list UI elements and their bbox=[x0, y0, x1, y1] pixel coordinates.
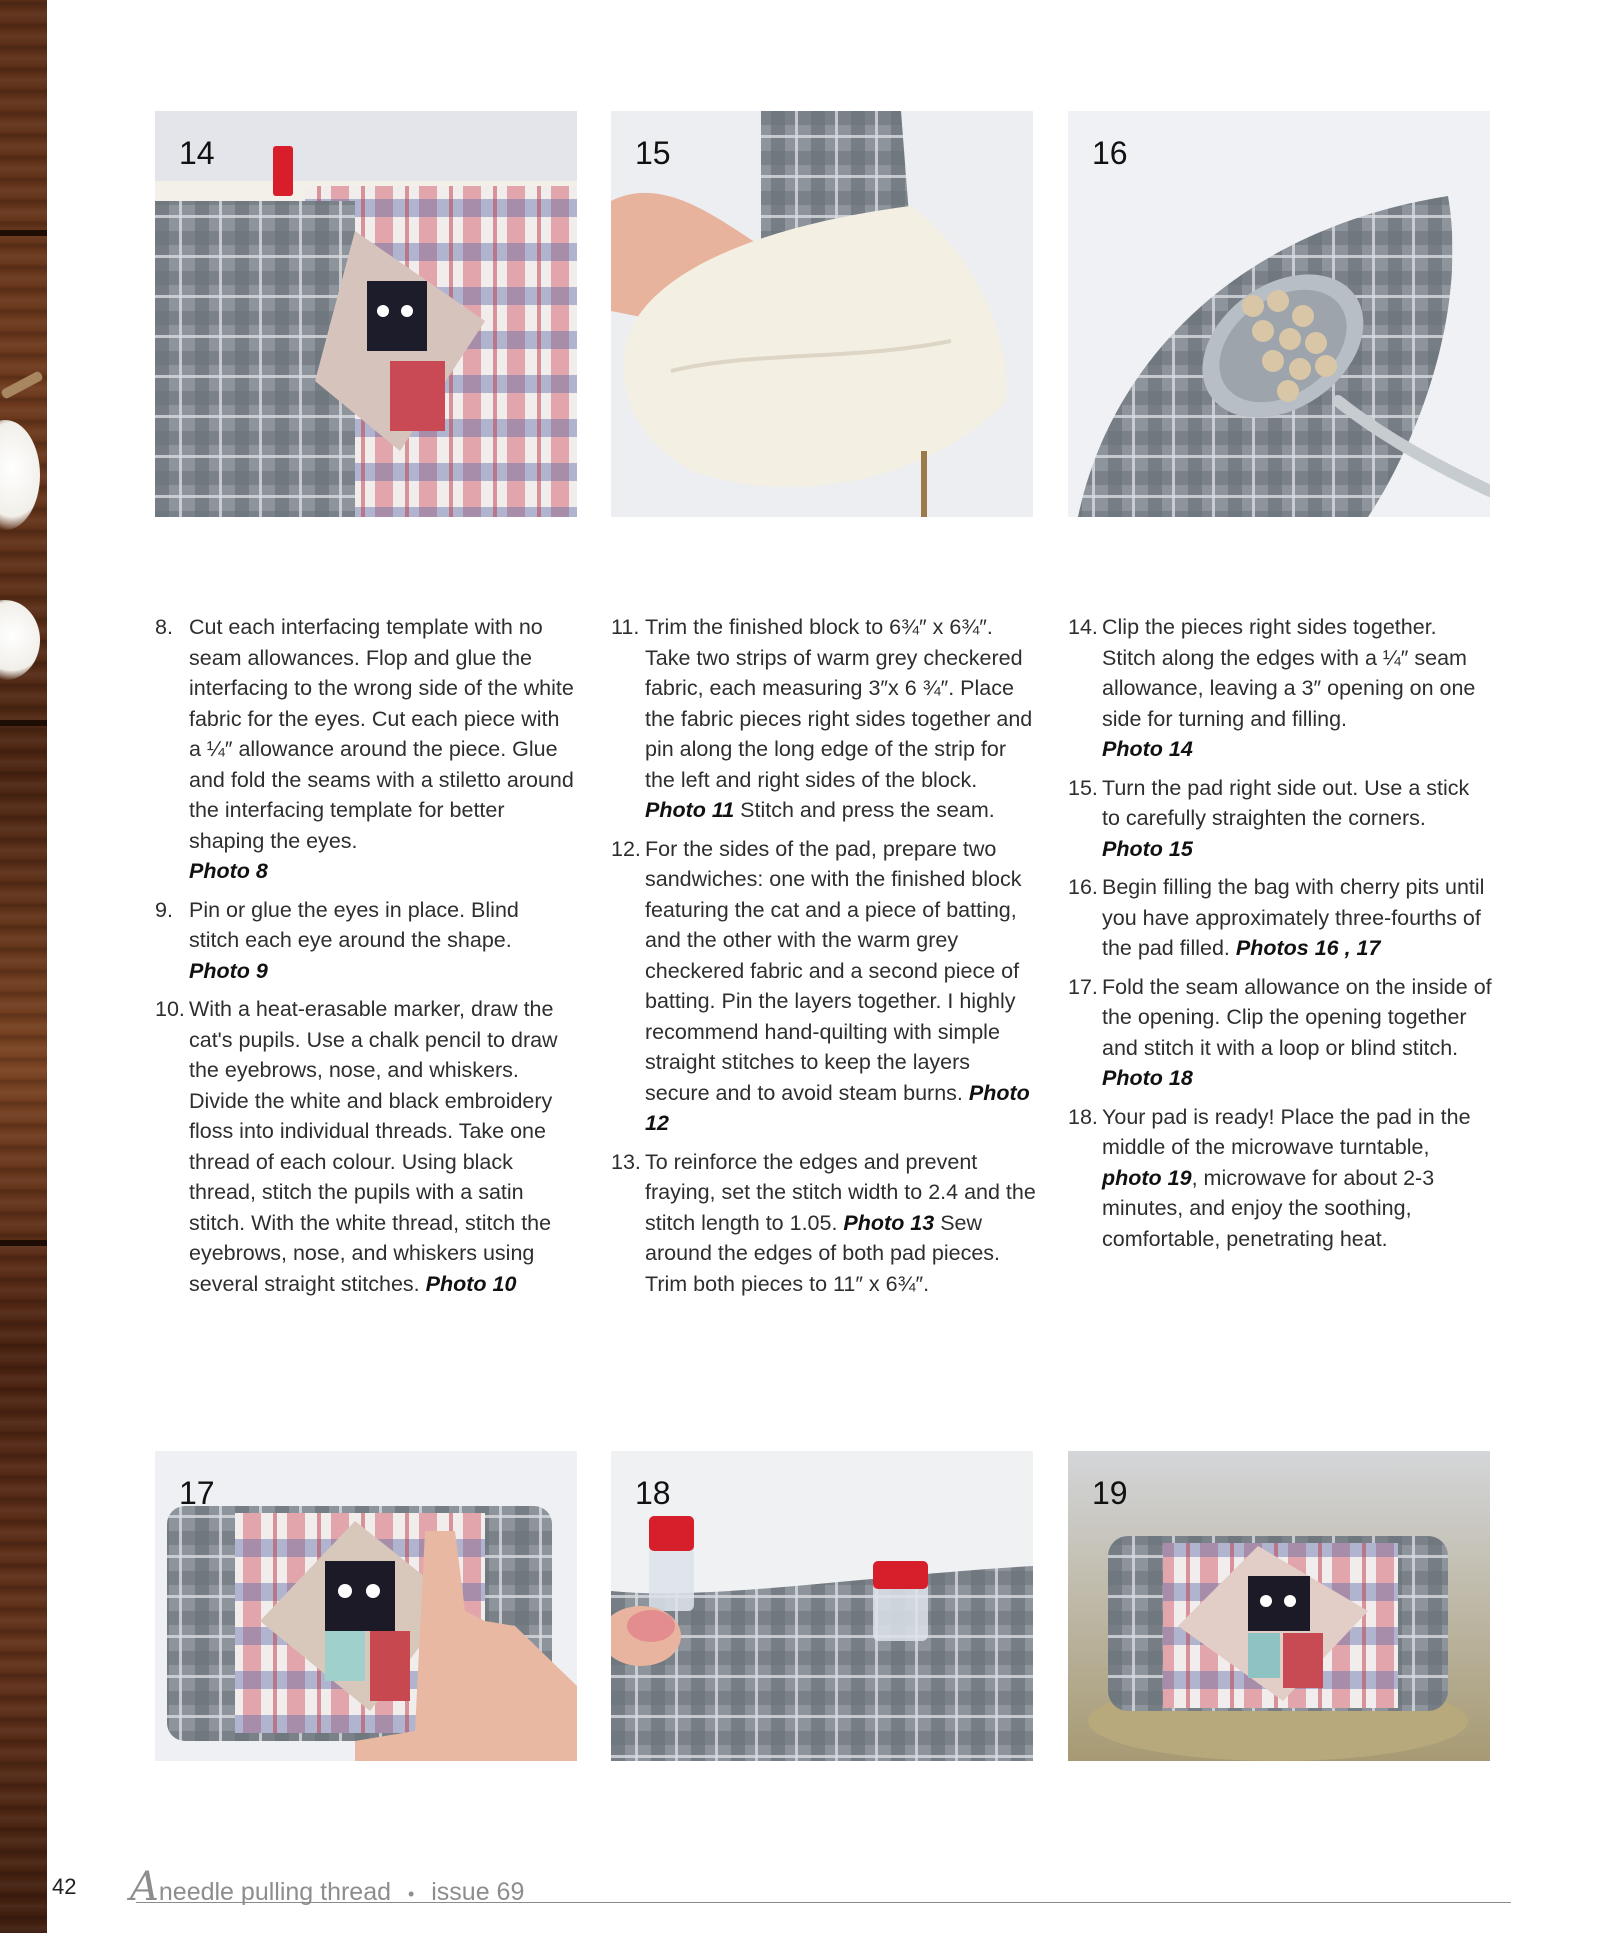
step-item bbox=[155, 895, 575, 987]
step-number: 18. bbox=[1068, 1104, 1098, 1129]
photo-18 bbox=[611, 1451, 1033, 1761]
photo-reference: Photo 10 bbox=[425, 1271, 517, 1296]
step-number: 11. bbox=[611, 615, 640, 639]
step-number: 9. bbox=[155, 897, 173, 922]
step-body: Begin filling the bag with cherry pits until you have approximately three-fourths of the pad filled. bbox=[1102, 875, 1485, 960]
photo-15-image bbox=[611, 111, 1033, 517]
photo-17 bbox=[155, 1451, 577, 1761]
step-text bbox=[645, 612, 1036, 826]
step-text bbox=[189, 994, 575, 1299]
step-body-after: Sew around the edges of both pad pieces. Trim both pieces to 11″ x 6¾″. bbox=[645, 1210, 1001, 1296]
photo-number: 14 bbox=[179, 135, 215, 171]
step-body-after: Stitch and press the seam. bbox=[734, 798, 995, 822]
wood-board-gap bbox=[0, 230, 47, 236]
photo-14 bbox=[155, 111, 577, 517]
photo-reference: photo 19 bbox=[1102, 1165, 1192, 1190]
step-number: 17. bbox=[1068, 974, 1098, 999]
brand-separator: • bbox=[407, 1884, 415, 1904]
photo-number: 18 bbox=[635, 1475, 671, 1511]
photo-reference: Photo 18 bbox=[1102, 1066, 1193, 1090]
page-number: 42 bbox=[52, 1874, 77, 1899]
cotton-stem bbox=[0, 370, 44, 399]
photo-16 bbox=[1068, 111, 1490, 517]
step-item bbox=[1068, 872, 1493, 964]
wood-background-strip bbox=[0, 0, 47, 1933]
step-number: 12. bbox=[611, 836, 641, 861]
photo-18-image bbox=[611, 1451, 1033, 1761]
step-body: Turn the pad right side out. Use a stick to carefully straighten the corners. bbox=[1102, 775, 1470, 830]
brand-name: needle pulling thread bbox=[158, 1878, 392, 1906]
step-text bbox=[1102, 1102, 1493, 1255]
photo-19 bbox=[1068, 1451, 1490, 1761]
brand-initial: A bbox=[130, 1864, 159, 1910]
cotton-boll bbox=[0, 600, 40, 680]
photo-number: 17 bbox=[179, 1475, 215, 1511]
step-text bbox=[1102, 872, 1493, 964]
step-body: Trim the finished block to 6¾″ x 6¾″. Take two strips of warm grey checkered fabric, each measuring 3″x 6 ¾″. Place the fabric pieces right sides together and pin along the long edge of the strip for the left and right sides of the block. bbox=[645, 615, 1033, 792]
photo-19-image bbox=[1068, 1451, 1490, 1761]
step-body: Fold the seam allowance on the inside of the opening. Clip the opening together and stitch it with a loop or blind stitch. bbox=[1102, 974, 1492, 1060]
photo-reference: Photo 9 bbox=[189, 958, 268, 983]
step-body: Clip the pieces right sides together. Stitch along the edges with a ¼″ seam allowance, leaving a 3″ opening on one side for turning and filling. bbox=[1102, 615, 1476, 731]
step-body: With a heat-erasable marker, draw the cat's pupils. Use a chalk pencil to draw the eyebrows, nose, and whiskers. Divide the white and black embroidery floss into individual threads. Take one thread of each colour. Using black thread, stitch the pupils with a satin stitch. With the white thread, stitch the eyebrows, nose, and whiskers using several straight stitches. bbox=[189, 997, 558, 1296]
step-item bbox=[611, 834, 1036, 1139]
photo-reference: Photos 16 , 17 bbox=[1235, 936, 1381, 960]
step-number: 10. bbox=[155, 997, 185, 1021]
photo-number: 16 bbox=[1092, 135, 1128, 171]
step-number: 14. bbox=[1068, 615, 1098, 639]
photo-reference: Photo 12 bbox=[645, 1080, 1030, 1135]
step-text bbox=[645, 834, 1036, 1139]
photo-17-image bbox=[155, 1451, 577, 1761]
step-number: 15. bbox=[1068, 775, 1098, 800]
step-body: For the sides of the pad, prepare two sandwiches: one with the finished block featuring the cat and a piece of batting, and the other with the warm grey checkered fabric and a second piece of batting. Pin the layers together. I highly recommend hand-quilting with simple straight stitches to keep the layers secure and to avoid steam burns. bbox=[645, 836, 1022, 1105]
photo-16-image bbox=[1068, 111, 1490, 517]
photo-reference: Photo 8 bbox=[189, 859, 268, 883]
step-body: Pin or glue the eyes in place. Blind stitch each eye around the shape. bbox=[189, 897, 519, 952]
wood-board-gap bbox=[0, 720, 47, 726]
publication-brand bbox=[130, 1864, 524, 1910]
step-item bbox=[611, 612, 1036, 826]
photo-number: 19 bbox=[1092, 1475, 1128, 1511]
step-text bbox=[189, 612, 575, 887]
step-number: 13. bbox=[611, 1149, 641, 1174]
instructions-column-2 bbox=[611, 612, 1036, 1307]
instructions-column-3 bbox=[1068, 612, 1493, 1262]
wood-board-gap bbox=[0, 1240, 47, 1246]
step-body-after: , microwave for about 2-3 minutes, and enjoy the soothing, comfortable, penetrating heat. bbox=[1102, 1165, 1435, 1251]
photo-reference: Photo 15 bbox=[1102, 836, 1193, 861]
photo-15 bbox=[611, 111, 1033, 517]
step-body: To reinforce the edges and prevent fraying, set the stitch width to 2.4 and the stitch length to 1.05. bbox=[645, 1149, 1036, 1235]
photo-number: 15 bbox=[635, 135, 671, 171]
step-text bbox=[1102, 972, 1493, 1094]
step-body: Your pad is ready! Place the pad in the middle of the microwave turntable, bbox=[1102, 1104, 1471, 1159]
step-text bbox=[645, 1147, 1036, 1300]
step-item bbox=[155, 612, 575, 887]
photo-14-image bbox=[155, 111, 577, 517]
step-item bbox=[1068, 1102, 1493, 1255]
step-item bbox=[611, 1147, 1036, 1300]
cotton-boll bbox=[0, 420, 40, 530]
photo-reference: Photo 14 bbox=[1102, 737, 1193, 761]
step-item bbox=[155, 994, 575, 1299]
instructions-column-1 bbox=[155, 612, 575, 1307]
step-item bbox=[1068, 612, 1493, 765]
step-text bbox=[189, 895, 575, 987]
issue-label: issue 69 bbox=[431, 1878, 525, 1906]
step-number: 8. bbox=[155, 615, 173, 639]
step-text bbox=[1102, 612, 1493, 765]
step-number: 16. bbox=[1068, 875, 1098, 899]
photo-reference: Photo 13 bbox=[843, 1210, 935, 1235]
step-item bbox=[1068, 972, 1493, 1094]
photo-reference: Photo 11 bbox=[645, 798, 735, 822]
step-text bbox=[1102, 773, 1493, 865]
step-item bbox=[1068, 773, 1493, 865]
step-body: Cut each interfacing template with no seam allowances. Flop and glue the interfacing to the wrong side of the white fabric for the eyes. Cut each piece with a ¼″ allowance around the piece. Glue and fold the seams with a stiletto around the interfacing template for better shaping the eyes. bbox=[189, 615, 574, 853]
